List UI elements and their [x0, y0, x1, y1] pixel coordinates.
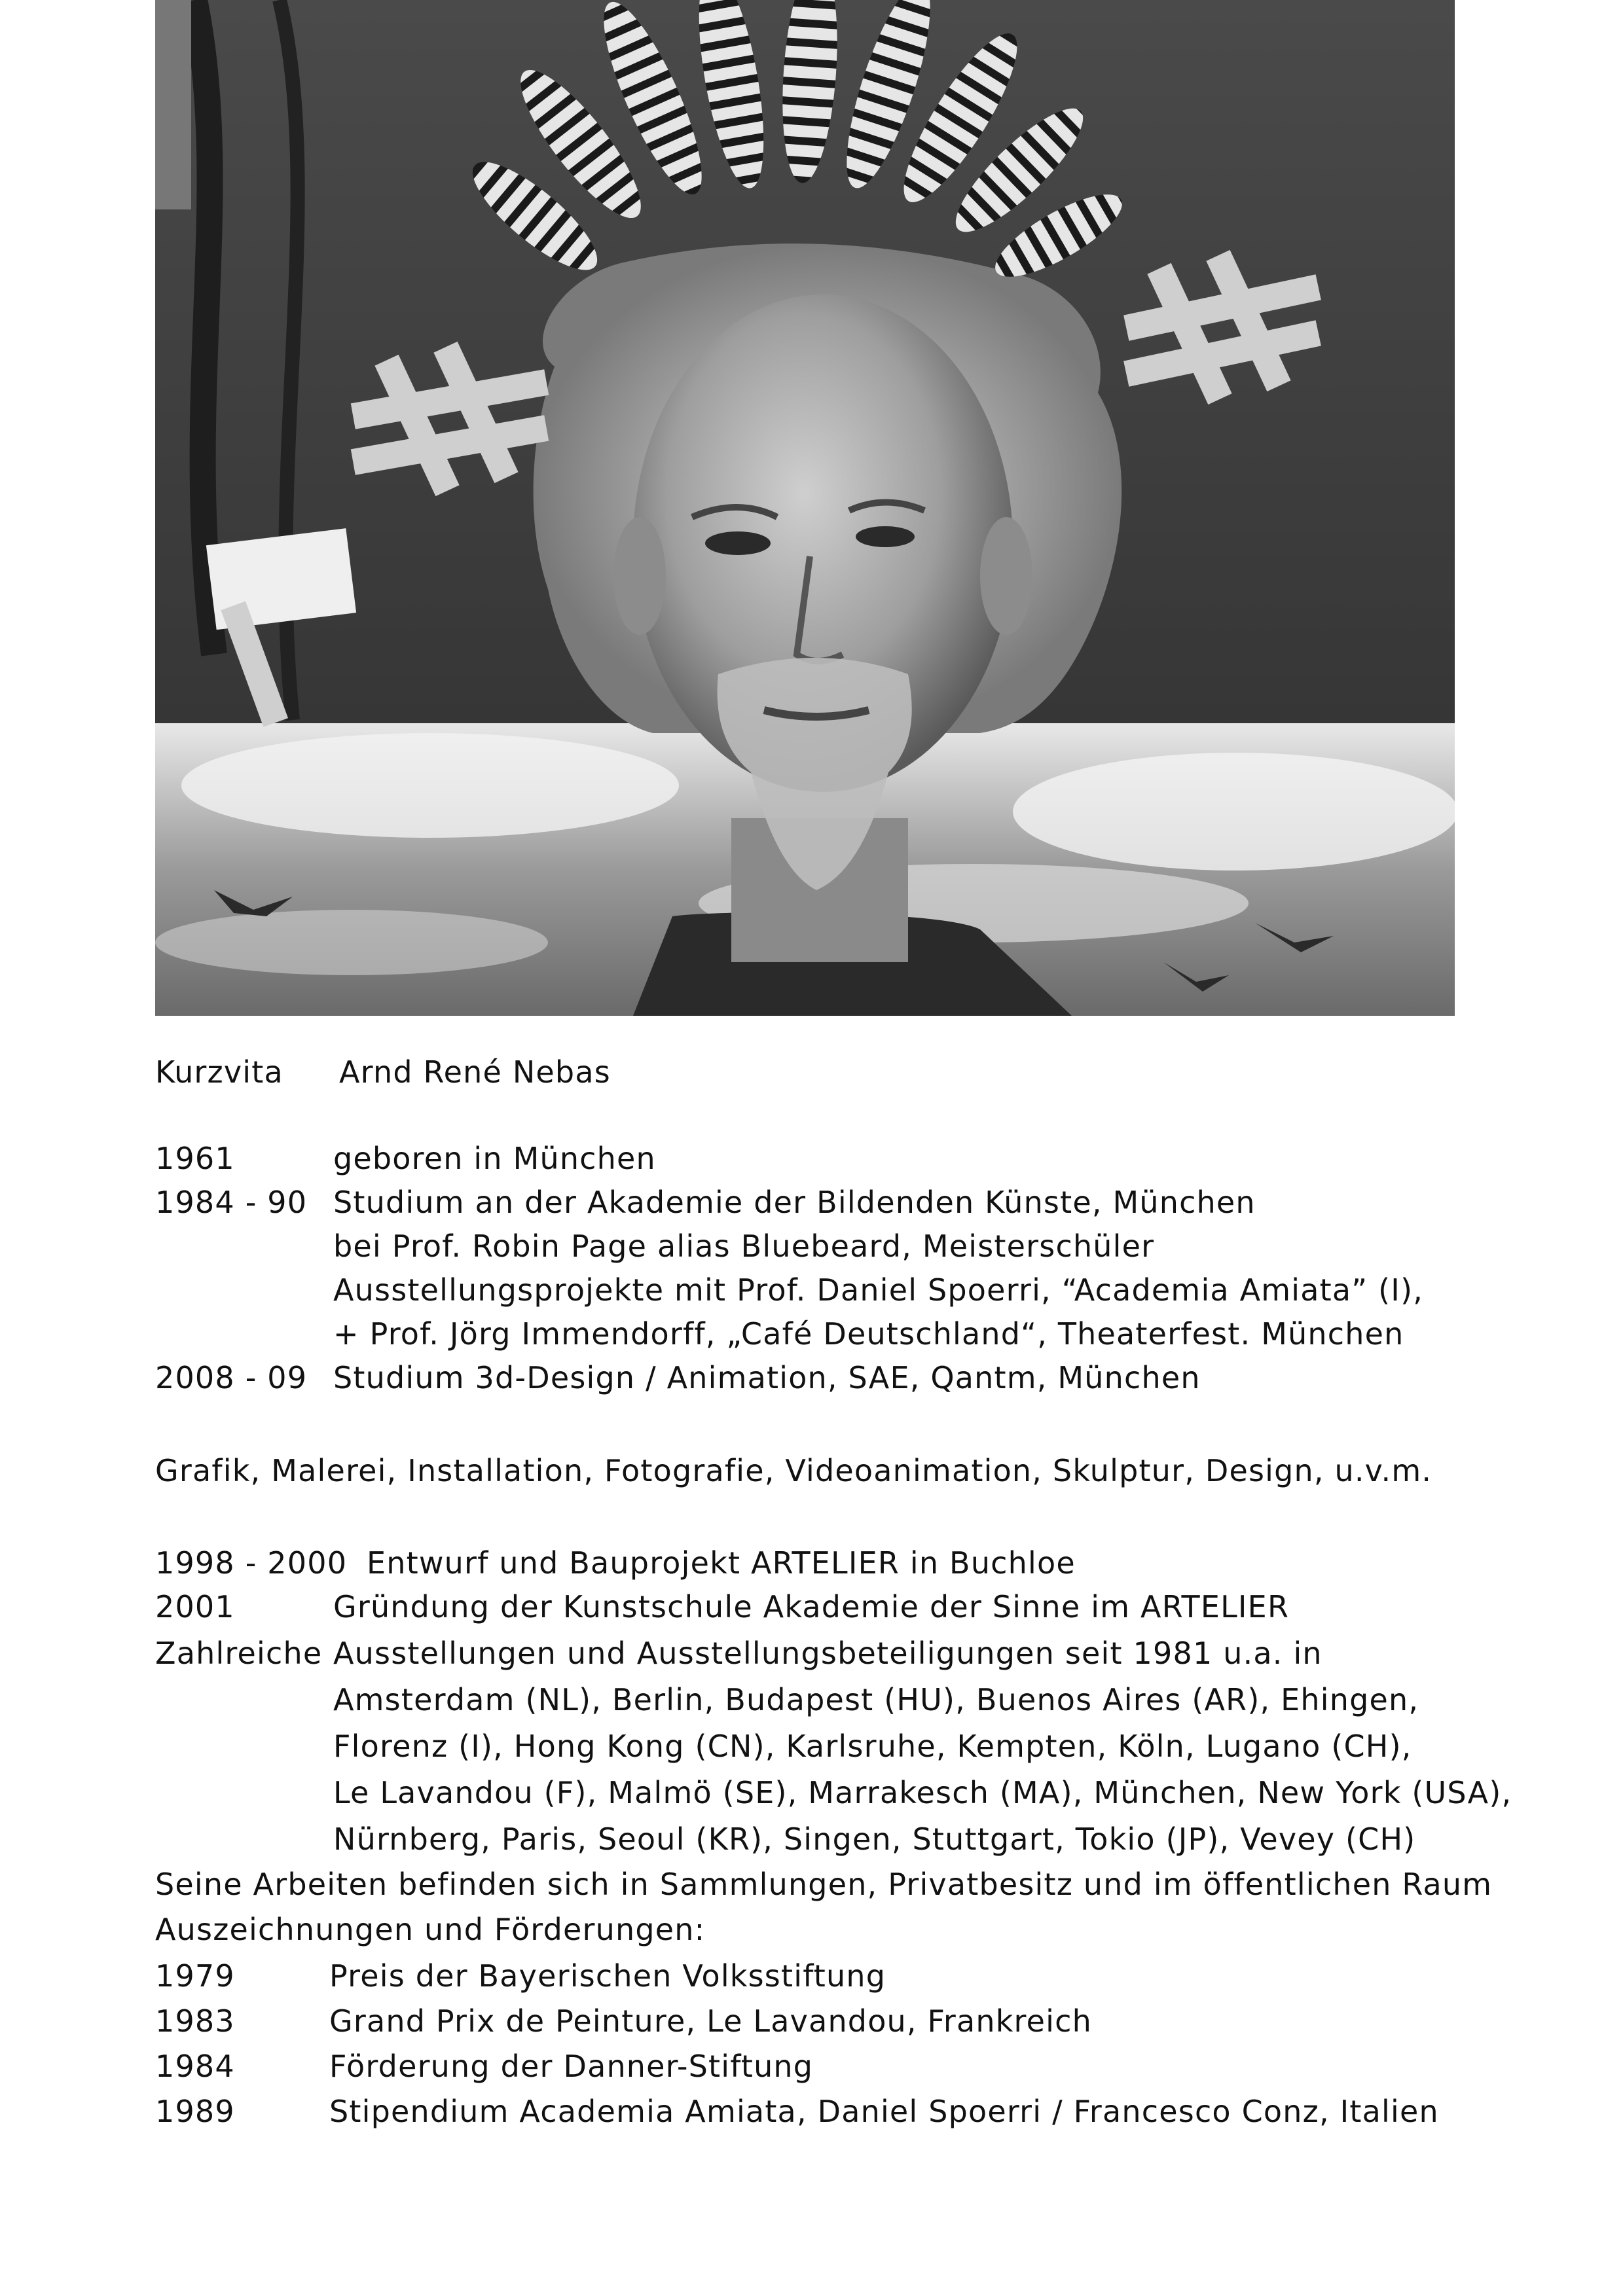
entry-text: Gründung der Kunstschule Akademie der Sinne im ARTELIER: [333, 1589, 1290, 1624]
year: 1984 - 90: [155, 1185, 308, 1220]
portrait-illustration: [155, 0, 1455, 1016]
entry-text: Studium 3d-Design / Animation, SAE, Qantm, München: [333, 1360, 1201, 1395]
career-row: [155, 1545, 1076, 1581]
collections-line: Seine Arbeiten befinden sich in Sammlungen, Privatbesitz und im öffentlichen Raum: [155, 1867, 1493, 1902]
entry-text: Entwurf und Bauprojekt ARTELIER in Buchloe: [367, 1545, 1076, 1581]
education-row: [155, 1360, 1201, 1395]
career-row: [155, 1636, 1322, 1671]
award-text: Stipendium Academia Amiata, Daniel Spoerri / Francesco Conz, Italien: [329, 2094, 1439, 2129]
year: 1979: [155, 1958, 235, 1994]
disciplines-line: Grafik, Malerei, Installation, Fotografie, Videoanimation, Skulptur, Design, u.v.m.: [155, 1453, 1432, 1488]
year: 1984: [155, 2049, 235, 2084]
vita-header: [155, 1054, 611, 1090]
year: 1998 - 2000: [155, 1545, 348, 1581]
education-row: [155, 1185, 1256, 1220]
year: 2008 - 09: [155, 1360, 308, 1395]
entry-text: + Prof. Jörg Immendorff, „Café Deutschland“, Theaterfest. München: [333, 1316, 1404, 1352]
portrait-photo: [155, 0, 1455, 1016]
entry-text: Amsterdam (NL), Berlin, Budapest (HU), Buenos Aires (AR), Ehingen,: [333, 1682, 1419, 1717]
award-row: [155, 1958, 886, 1994]
award-text: Förderung der Danner-Stiftung: [329, 2049, 814, 2084]
year: 1983: [155, 2003, 235, 2039]
year: 1989: [155, 2094, 235, 2129]
entry-text: Ausstellungen und Ausstellungsbeteiligungen seit 1981 u.a. in: [333, 1636, 1322, 1671]
year: 1961: [155, 1141, 235, 1176]
year: Zahlreiche: [155, 1636, 323, 1671]
entry-text: Nürnberg, Paris, Seoul (KR), Singen, Stuttgart, Tokio (JP), Vevey (CH): [333, 1821, 1416, 1857]
entry-text: Le Lavandou (F), Malmö (SE), Marrakesch (MA), München, New York (USA),: [333, 1775, 1512, 1810]
award-text: Preis der Bayerischen Volksstiftung: [329, 1958, 886, 1994]
award-row: [155, 2003, 1092, 2039]
entry-text: Florenz (I), Hong Kong (CN), Karlsruhe, Kempten, Köln, Lugano (CH),: [333, 1729, 1412, 1764]
artist-name: Arnd René Nebas: [339, 1054, 611, 1090]
award-text: Grand Prix de Peinture, Le Lavandou, Frankreich: [329, 2003, 1092, 2039]
career-row: [155, 1589, 1290, 1624]
education-row: [155, 1141, 656, 1176]
award-row: [155, 2094, 1439, 2129]
entry-text: Studium an der Akademie der Bildenden Künste, München: [333, 1185, 1256, 1220]
year: 2001: [155, 1589, 235, 1624]
entry-text: Ausstellungsprojekte mit Prof. Daniel Spoerri, “Academia Amiata” (I),: [333, 1272, 1424, 1308]
award-row: [155, 2049, 814, 2084]
vita-label: Kurzvita: [155, 1054, 283, 1090]
entry-text: bei Prof. Robin Page alias Bluebeard, Meisterschüler: [333, 1229, 1155, 1264]
awards-heading: Auszeichnungen und Förderungen:: [155, 1912, 706, 1947]
entry-text: geboren in München: [333, 1141, 656, 1176]
